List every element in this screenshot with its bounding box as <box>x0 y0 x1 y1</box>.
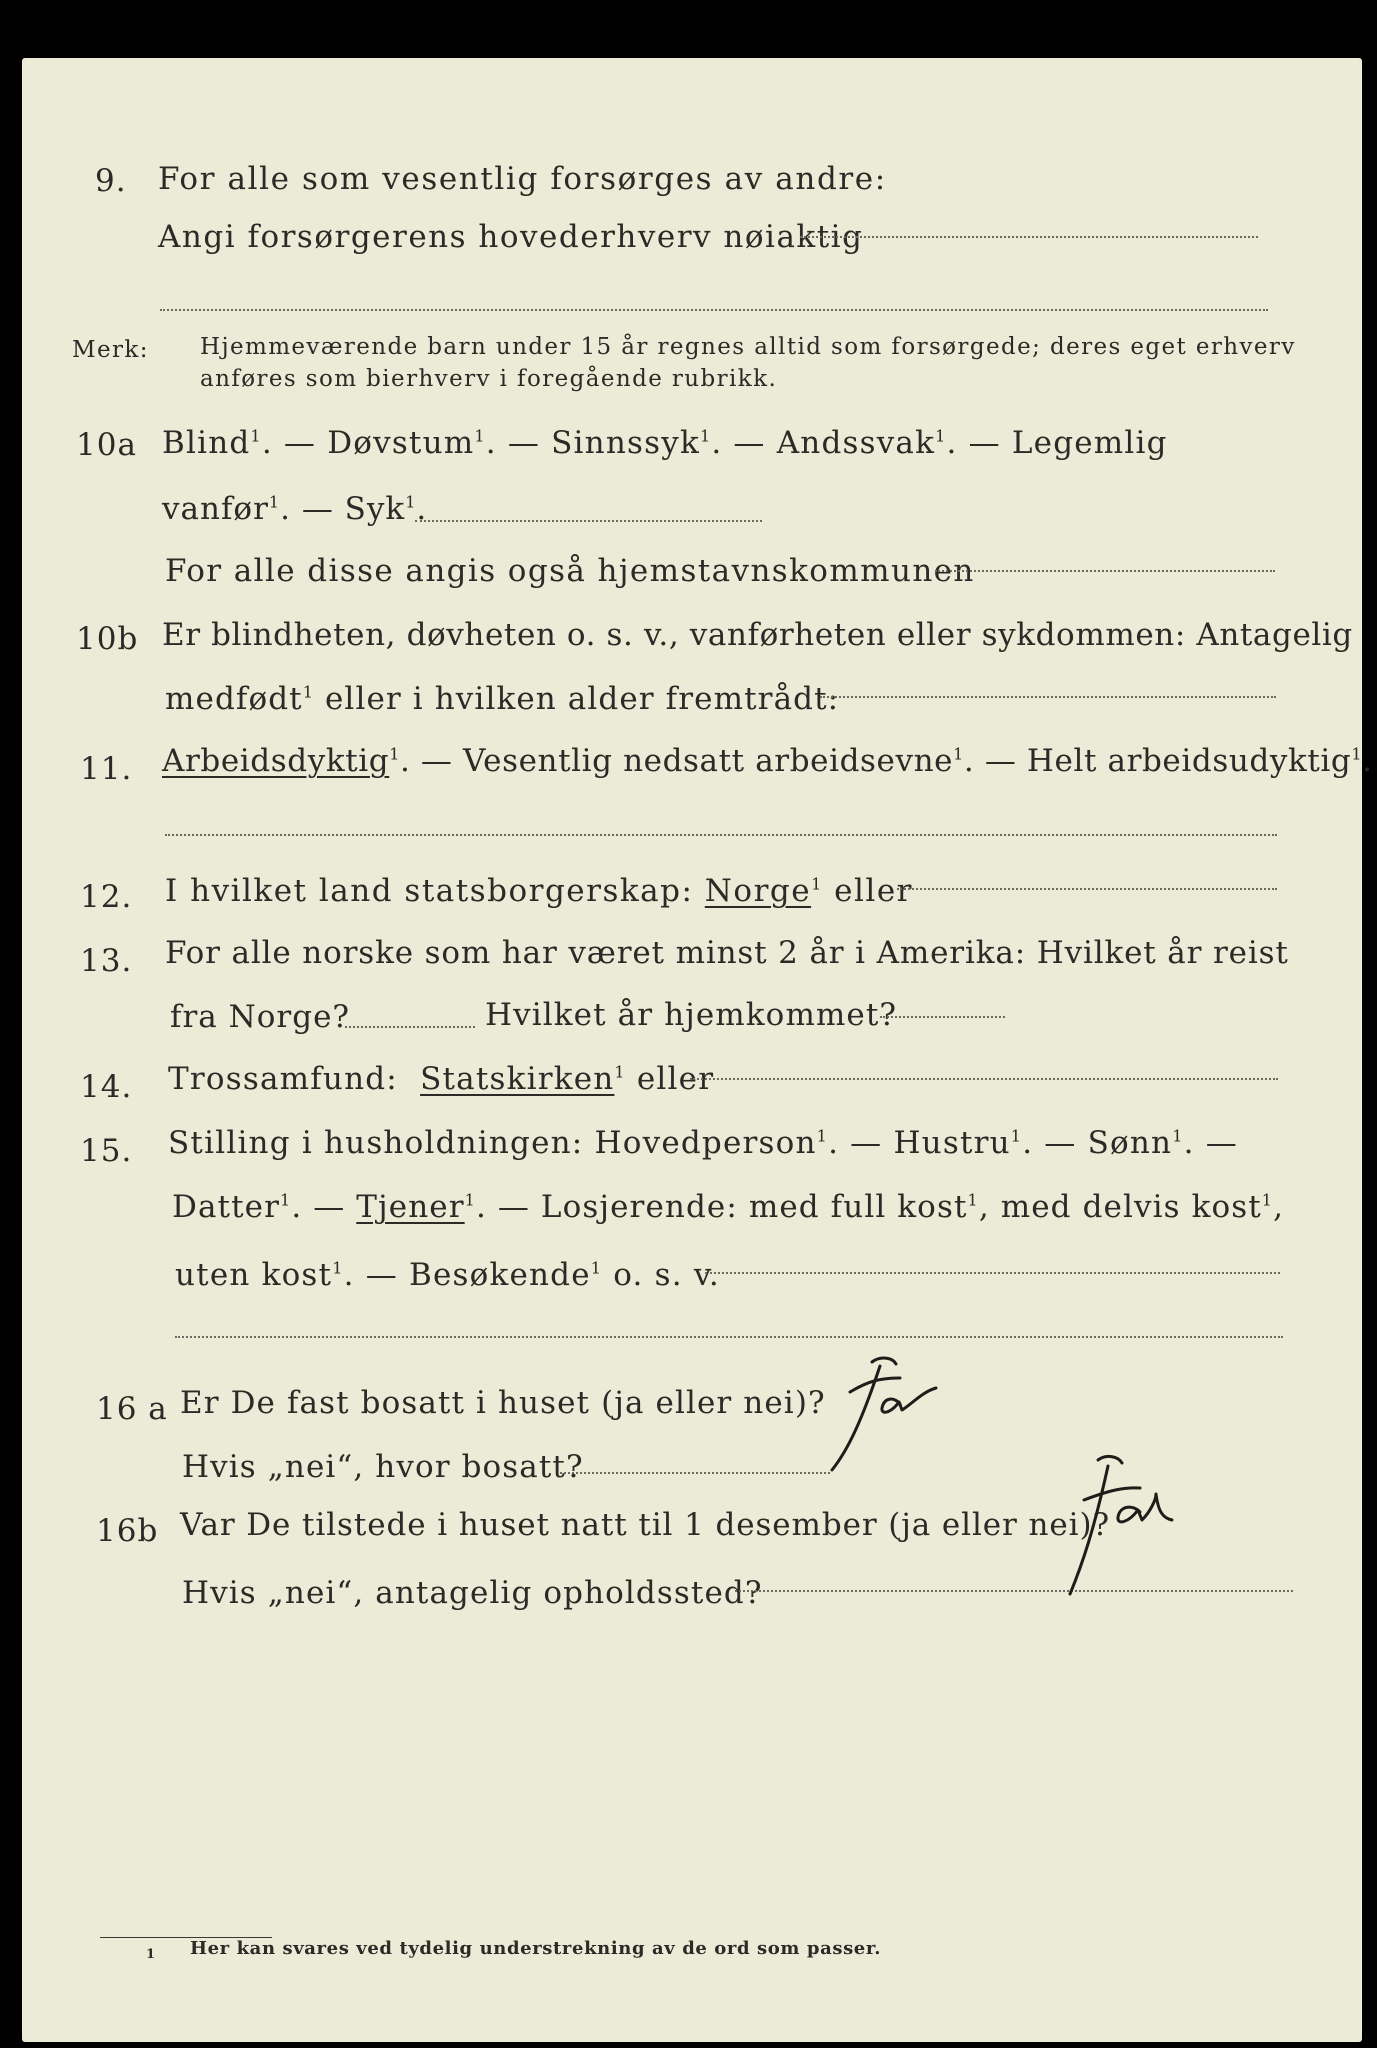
q14-eller: eller <box>636 1061 715 1097</box>
q15-answer-line[interactable] <box>705 1272 1280 1274</box>
medfodt-option[interactable]: medfødt <box>165 681 303 717</box>
q10a-number: 10a <box>76 427 137 463</box>
q10b-number: 10b <box>76 621 139 657</box>
norge-option[interactable]: Norge <box>704 873 812 909</box>
blind-option[interactable]: Blind <box>162 425 251 461</box>
q11-number: 11. <box>80 751 133 787</box>
q10a-line3: For alle disse angis også hjemstavnskommunen <box>165 553 975 589</box>
q16b-line1: Var De tilstede i huset natt til 1 desember (ja eller nei)? <box>180 1507 1110 1543</box>
q13-fra-norge: fra Norge? <box>170 999 351 1035</box>
q16a-bosatt-line[interactable] <box>560 1472 830 1474</box>
q15-osv: o. s. v. <box>613 1257 720 1293</box>
footnote-mark: 1 <box>146 1947 156 1962</box>
q12-text: I hvilket land statsborgerskap: <box>165 873 694 909</box>
udyktig-option[interactable]: Helt arbeidsudyktig <box>1026 743 1352 779</box>
statskirken-option[interactable]: Statskirken <box>420 1061 615 1097</box>
besokende-option[interactable]: Besøkende <box>408 1257 591 1293</box>
delvis-kost-option[interactable]: med delvis kost <box>1000 1189 1262 1225</box>
uten-kost-option[interactable]: uten kost <box>175 1257 333 1293</box>
q14-line: Trossamfund: Statskirken$^1$ eller <box>168 1061 715 1097</box>
q15-line3: uten kost$^1$. — Besøkende$^1$ o. s. v. <box>175 1257 720 1293</box>
nedsatt-option[interactable]: Vesentlig nedsatt arbeidsevne <box>462 743 954 779</box>
q9-number: 9. <box>95 163 127 199</box>
q11-answer-line[interactable] <box>165 834 1277 836</box>
q14-label: Trossamfund: <box>168 1061 398 1097</box>
legemlig-option[interactable]: Legemlig <box>1011 425 1168 461</box>
q12-answer-line[interactable] <box>897 888 1277 890</box>
andssvak-option[interactable]: Andssvak <box>776 425 936 461</box>
q10b-line2: medfødt$^1$ eller i hvilken alder fremtrådt: <box>165 681 840 717</box>
q9-answer-line-2[interactable] <box>160 309 1268 311</box>
q10b-line1: Er blindheten, døvheten o. s. v., vanførheten eller sykdommen: Antagelig <box>162 617 1353 653</box>
q11-line: Arbeidsdyktig$^1$. — Vesentlig nedsatt arbeidsevne$^1$. — Helt arbeidsudyktig$^1$. <box>162 743 1373 779</box>
q10a-answer-line[interactable] <box>415 520 762 522</box>
losjerende-option[interactable]: Losjerende: med full kost <box>540 1189 968 1225</box>
sinnssyk-option[interactable]: Sinnssyk <box>551 425 700 461</box>
q15-number: 15. <box>80 1133 133 1169</box>
q16a-line1: Er De fast bosatt i huset (ja eller nei)? <box>180 1385 826 1421</box>
footnote-text: Her kan svares ved tydelig understrekning av de ord som passer. <box>190 1938 882 1959</box>
q14-number: 14. <box>80 1069 133 1105</box>
syk-option[interactable]: Syk <box>344 491 406 527</box>
q10b-answer-line[interactable] <box>820 696 1276 698</box>
q13-hjemkommet: Hvilket år hjemkommet? <box>485 997 898 1033</box>
q9-line2: Angi forsørgerens hovederhverv nøiaktig <box>158 219 864 255</box>
q9-answer-line[interactable] <box>800 236 1258 238</box>
q12-eller: eller <box>834 873 913 909</box>
q10a-line2: vanfør$^1$. — Syk$^1$. <box>162 491 428 527</box>
q13-hjemkommet-line[interactable] <box>880 1016 1005 1018</box>
datter-option[interactable]: Datter <box>172 1189 281 1225</box>
arbeidsdyktig-option[interactable]: Arbeidsdyktig <box>162 743 390 779</box>
merk-line1: Hjemmeværende barn under 15 år regnes alltid som forsørgede; deres eget erhverv <box>200 334 1296 360</box>
hustru-option[interactable]: Hustru <box>893 1125 1011 1161</box>
q16a-line2: Hvis „nei“, hvor bosatt? <box>182 1449 584 1485</box>
q14-answer-line[interactable] <box>690 1078 1278 1080</box>
hovedperson-option[interactable]: Stilling i husholdningen: Hovedperson <box>168 1125 817 1161</box>
merk-line2: anføres som bierhverv i foregående rubrikk. <box>200 366 778 392</box>
q16b-number: 16b <box>96 1513 159 1549</box>
q16a-number: 16 a <box>96 1391 168 1427</box>
merk-label: Merk: <box>72 337 149 363</box>
q10a-line1: Blind$^1$. — Døvstum$^1$. — Sinnssyk$^1$. — Andssvak$^1$. — Legemlig <box>162 425 1168 461</box>
q13-reist-line[interactable] <box>345 1026 475 1028</box>
q12-number: 12. <box>80 879 133 915</box>
tjener-option[interactable]: Tjener <box>356 1189 465 1225</box>
q16b-line2: Hvis „nei“, antagelig opholdssted? <box>182 1575 763 1611</box>
vanfor-option[interactable]: vanfør <box>162 491 269 527</box>
q13-line1: For alle norske som har været minst 2 år i Amerika: Hvilket år reist <box>165 935 1289 971</box>
q10a-hjemstavn-line[interactable] <box>935 570 1275 572</box>
q15-line1: Stilling i husholdningen: Hovedperson$^1$. — Hustru$^1$. — Sønn$^1$. — <box>168 1125 1238 1161</box>
q15-answer-line-2[interactable] <box>175 1336 1283 1338</box>
sonn-option[interactable]: Sønn <box>1087 1125 1173 1161</box>
dovstum-option[interactable]: Døvstum <box>327 425 475 461</box>
q16b-opholdssted-line[interactable] <box>735 1590 1293 1592</box>
q9-line1: For alle som vesentlig forsørges av andre: <box>158 161 887 197</box>
q12-line: I hvilket land statsborgerskap: Norge$^1$ eller <box>165 873 913 909</box>
q10b-line2-rest: eller i hvilken alder fremtrådt: <box>324 681 840 717</box>
q15-line2: Datter$^1$. — Tjener$^1$. — Losjerende: med full kost$^1$, med delvis kost$^1$, <box>172 1189 1285 1225</box>
q13-number: 13. <box>80 943 133 979</box>
